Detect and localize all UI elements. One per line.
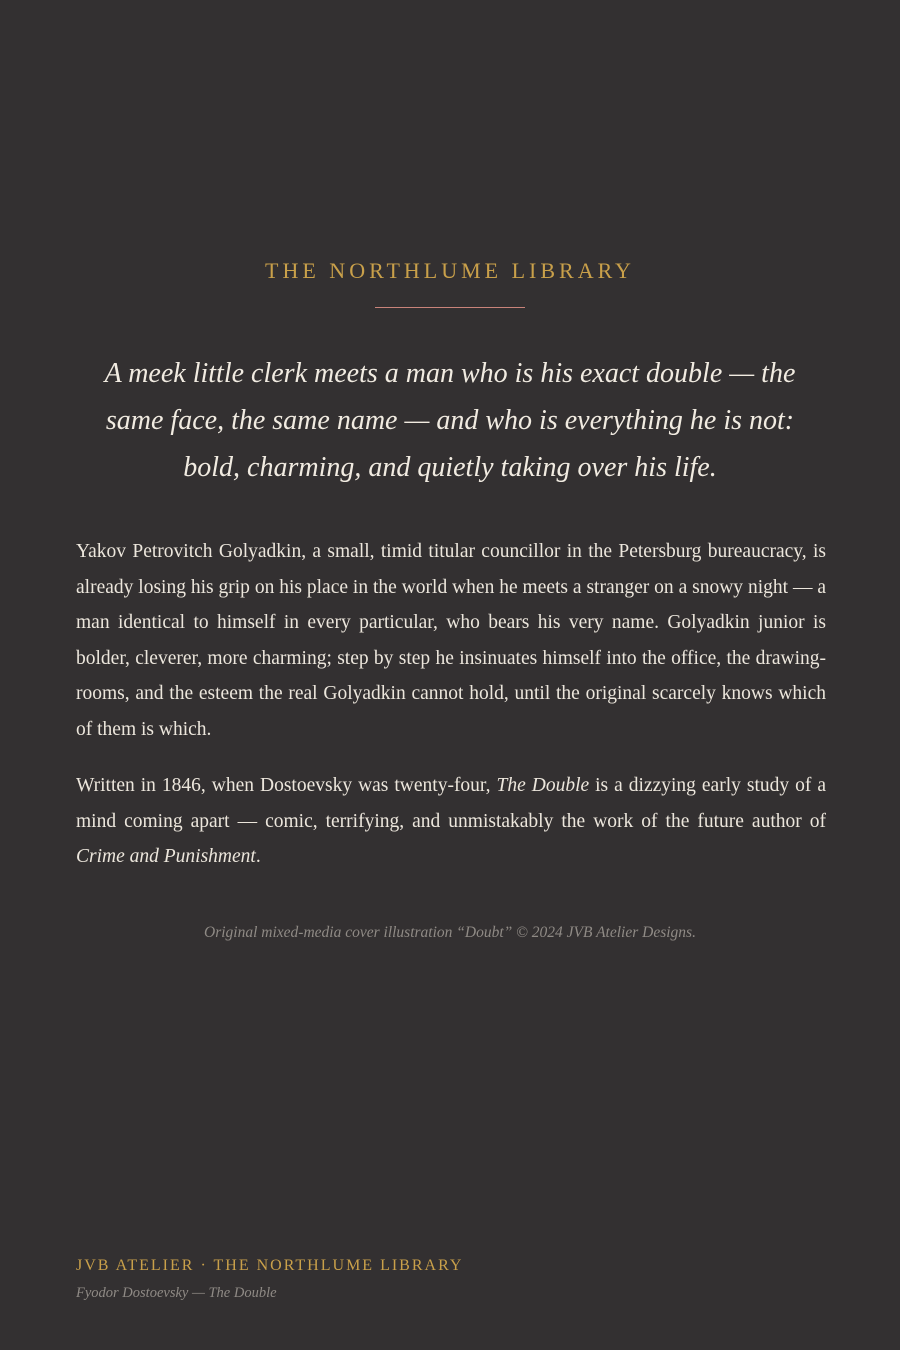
author-title-byline: Fyodor Dostoevsky — The Double [76,1285,277,1301]
tagline-line-1: A meek little clerk meets a man who is his exact double — the [104,358,796,389]
tagline [60,350,840,491]
other-work-italic: Crime and Punishment [76,846,256,867]
paragraph-2-intro: Written in 1846, when Dostoevsky was twenty-four, [76,775,497,796]
book-title-italic: The Double [496,775,590,796]
description-paragraph-1: Yakov Petrovitch Golyadkin, a small, timid titular councillor in the Petersburg bureaucracy, is already losing his grip on his place in the world when he meets a stranger on a snowy night — a man identical to himself in every particular, who bears his very name. Golyadkin junior is bolder, cleverer, more charming; step by step he insinuates himself into the office, the drawing-rooms, and the esteem the real Golyadkin cannot hold, until the original scarcely knows which of them is which. [76,541,826,740]
divider-rule [375,307,525,308]
paragraph-2-end: . [255,846,261,867]
illustration-credit: Original mixed-media cover illustration “Doubt” © 2024 JVB Atelier Designs. [204,924,696,941]
publisher-imprint: JVB ATELIER · THE NORTHLUME LIBRARY [76,1257,464,1274]
series-title: THE NORTHLUME LIBRARY [265,258,635,283]
tagline-line-2: same face, the same name — and who is everything he is not: [105,405,795,436]
tagline-line-3: bold, charming, and quietly taking over his life. [183,452,717,483]
paragraph-2-middle: is a dizzying early study of a mind coming apart — comic, terrifying, and unmistakably the work of the future author of [76,775,826,832]
description-paragraph-2 [76,768,826,875]
